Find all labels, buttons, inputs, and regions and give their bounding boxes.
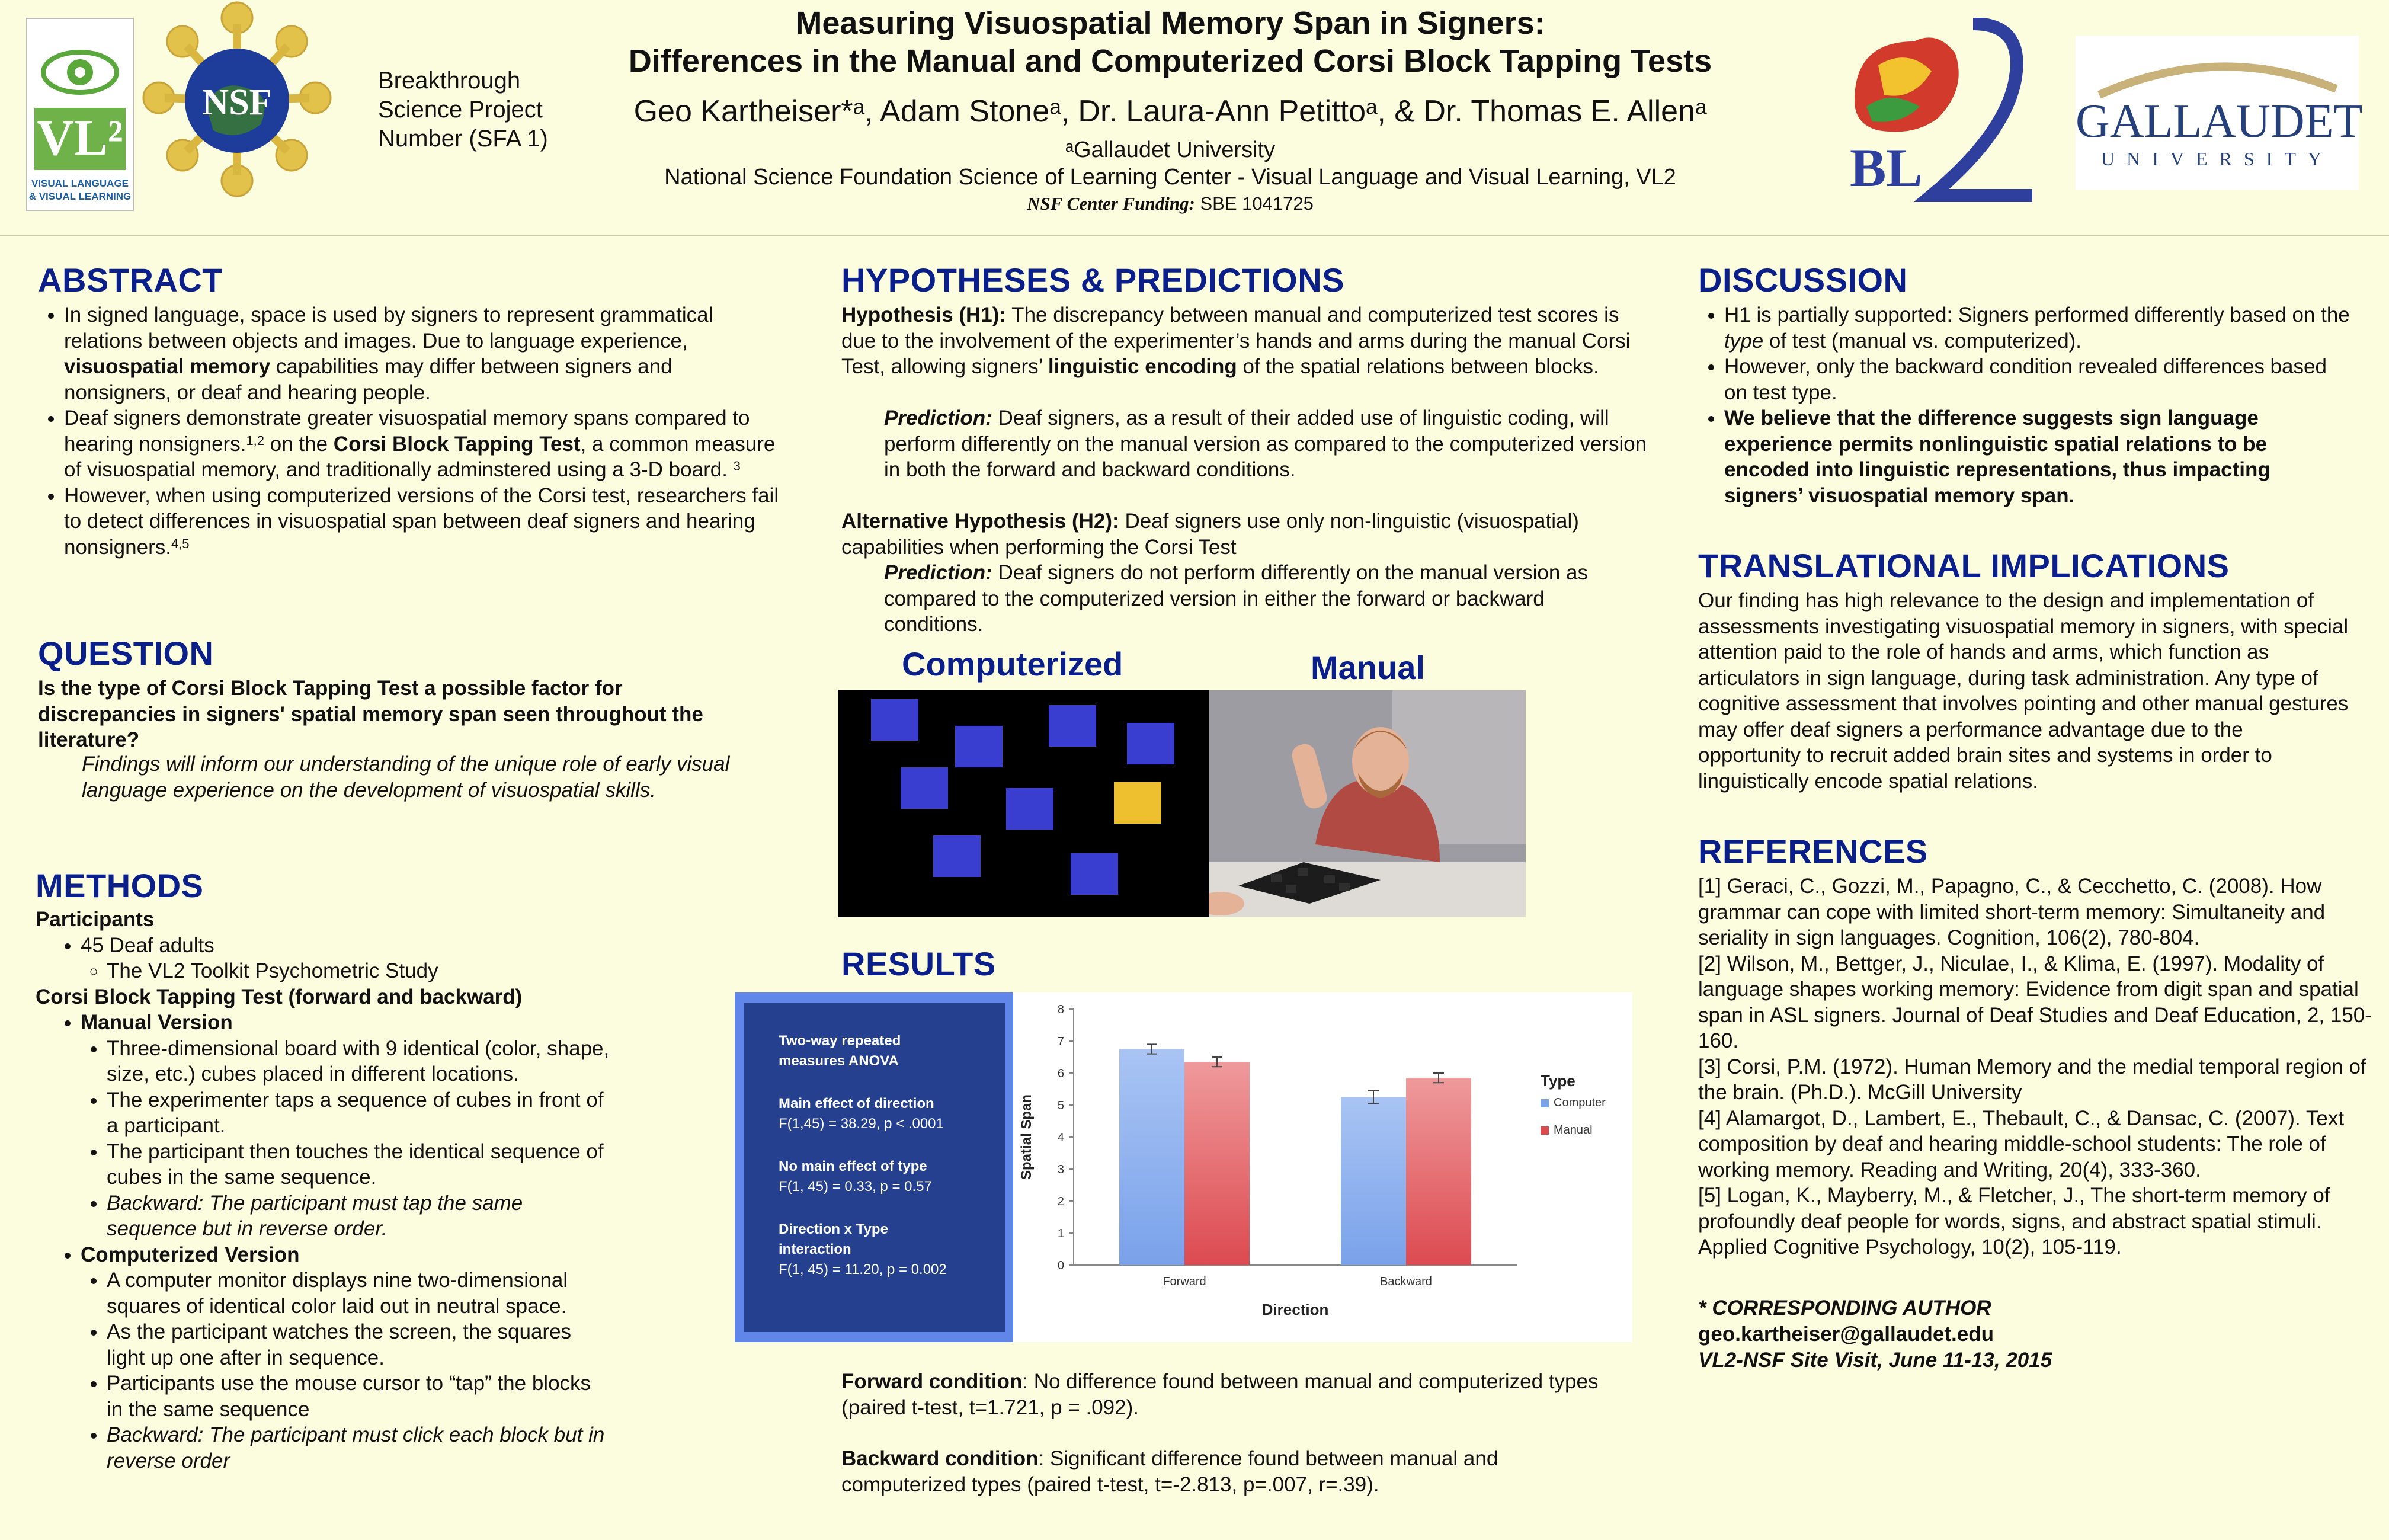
x-tick-label: Forward [1163, 1275, 1206, 1288]
screen-square-highlighted [1114, 782, 1161, 824]
manual-item-1: • Three-dimensional board with 9 identical (color, shape, size, etc.) cubes placed in different locations. [107, 1036, 610, 1087]
affiliation: ᵃGallaudet University [1065, 137, 1276, 162]
screen-square [901, 767, 948, 809]
translational-text: Our finding has high relevance to the design and implementation of assessments investigating visuospatial memory in signers, with special attention paid to the role of hands and arms, which function as articulators in sign language, during task administration. Any type of cognitive assessment that involves pointing and other manual gestures may offer deaf signers a performance advantage due to the opportunity to recruit added brain sites and systems in order to linguistically encode spatial relations. [1698, 589, 2349, 793]
gallaudet-logo [2076, 36, 2363, 190]
reference-1: [1] Geraci, C., Gozzi, M., Papagno, C., & Cecchetto, C. (2008). How grammar can cope with limited short-term memory: Simultaneity and seriality in sign languages. Cognition, 106(2), 780-804. [1698, 875, 2326, 949]
screen-square [1006, 788, 1053, 830]
manual-item-4: • Backward: The participant must tap the same sequence but in reverse order. [107, 1190, 610, 1242]
y-tick-label: 6 [1057, 1067, 1064, 1080]
bl2-wordmark: BL [1850, 137, 1923, 198]
poster-title-line-1: Measuring Visuospatial Memory Span in Signers: [795, 5, 1545, 41]
anova-direction-stat: F(1,45) = 38.29, p < .0001 [779, 1116, 944, 1132]
vl2-caption-2: & VISUAL LEARNING [28, 191, 132, 202]
y-tick-label: 3 [1057, 1163, 1064, 1176]
abstract-bullet-3: • However, when using computerized versions of the Corsi test, researchers fail to detect differences in visuospatial span between deaf signers and hearing nonsigners.$^{4,5}$ [64, 483, 784, 561]
bl2-logo [1843, 18, 2044, 207]
abstract-bullet-2: • Deaf signers demonstrate greater visuospatial memory spans compared to hearing nonsigners.$^{1,2}$ on the Corsi Block Tapping Test, a common measure of visuospatial memory, and traditionally adminstered using a 3-D board. $^3$ [64, 405, 784, 483]
nsf-wordmark: NSF [202, 82, 272, 123]
methods-heading: METHODS [36, 867, 204, 904]
y-axis-title: Spatial Span [1019, 1094, 1035, 1180]
discussion-bullet-3: • We believe that the difference suggests sign language experience permits nonlinguistic spatial relations to be encoded into linguistic representations, thus impacting signers’ visuospatial memory span. [1724, 405, 2350, 508]
discussion-body [1698, 302, 2350, 508]
breakthrough-line-2: Science Project [378, 97, 543, 123]
legend-swatch-computer [1541, 1099, 1549, 1107]
corresponding-email[interactable]: geo.kartheiser@gallaudet.edu [1698, 1323, 1994, 1346]
screen-square [871, 699, 918, 741]
reference-5: [5] Logan, K., Mayberry, M., & Fletcher, J., The short-term memory of profoundly deaf people for words, signs, and abstract spatial stimuli. Applied Cognitive Psychology, 10(2), 105-119. [1698, 1184, 2330, 1259]
bar-computer-forward [1119, 1049, 1184, 1266]
references-list [1698, 873, 2380, 1260]
abstract-bullet-1: • In signed language, space is used by signers to represent grammatical relations between objects and images. Due to language experience, visuospatial memory capabilities may differ between signers and nonsigners, or deaf and hearing people. [64, 302, 784, 405]
backward-result: Backward condition: Significant difference found between manual and computerized types (paired t-test, t=-2.813, p=.007, r=.39). [841, 1447, 1498, 1496]
anova-interaction-stat: F(1, 45) = 11.20, p = 0.002 [779, 1262, 947, 1278]
vl2-logo [26, 18, 134, 211]
funding-value: SBE 1041725 [1194, 193, 1314, 214]
computer-item-4: • Backward: The participant must click each block but in reverse order [107, 1422, 610, 1474]
breakthrough-project [378, 66, 548, 153]
manual-item-3: • The participant then touches the identical sequence of cubes in the same sequence. [107, 1139, 610, 1190]
manual-label: Manual [1311, 649, 1425, 686]
y-tick-label: 1 [1057, 1227, 1064, 1240]
center-name: National Science Foundation Science of Learning Center - Visual Language and Visual Learning, VL2 [664, 165, 1676, 190]
abstract-heading: ABSTRACT [38, 261, 223, 299]
gallaudet-name: GALLAUDET [2076, 95, 2363, 148]
anova-type-stat: F(1, 45) = 0.33, p = 0.57 [779, 1179, 932, 1195]
funding [533, 193, 1807, 214]
computer-item-3: • Participants use the mouse cursor to “tap” the blocks in the same sequence [107, 1371, 610, 1422]
y-tick-label: 4 [1057, 1131, 1064, 1144]
funding-label: NSF Center Funding: [1027, 193, 1195, 214]
y-tick-label: 5 [1057, 1099, 1064, 1112]
manual-item-2: • The experimenter taps a sequence of cubes in front of a participant. [107, 1087, 610, 1139]
corresponding-author-label: * CORRESPONDING AUTHOR [1698, 1296, 1991, 1320]
poster-title-line-2: Differences in the Manual and Computerized Corsi Block Tapping Tests [628, 43, 1712, 79]
manual-version-label: • Manual Version [81, 1010, 610, 1036]
references-heading: REFERENCES [1698, 833, 1928, 870]
anova-summary [744, 1003, 1005, 1332]
screen-square [1127, 723, 1174, 764]
discussion-bullet-1: • H1 is partially supported: Signers performed differently based on the type of test (manual vs. computerized). [1724, 302, 2350, 354]
y-tick-label: 2 [1057, 1195, 1064, 1208]
hypothesis-1: Hypothesis (H1): The discrepancy between manual and computerized test scores is due to the involvement of the experimenter’s hands and arms during the manual Corsi Test, allowing signers’ linguistic encoding of the spatial relations between blocks. [841, 303, 1631, 378]
abstract-body [38, 302, 784, 560]
translational-heading: TRANSLATIONAL IMPLICATIONS [1698, 547, 2230, 584]
vl2-caption-1: VISUAL LANGUAGE [31, 178, 129, 189]
legend-title: Type [1541, 1072, 1575, 1090]
bar-chart-svg [1013, 992, 1632, 1342]
prediction-2: Prediction: Deaf signers do not perform differently on the manual version as compared to the computerized version in either the forward or backward conditions. [884, 561, 1588, 636]
reference-4: [4] Alamargot, D., Lambert, E., Thebault, C., & Dansac, C. (2007). Text composition by deaf and hearing middle-school students: The role of working memory. Reading and Writing, 20(4), 333-360. [1698, 1106, 2345, 1182]
breakthrough-line-3: Number (SFA 1) [378, 126, 548, 152]
computerized-label: Computerized [902, 645, 1123, 683]
screen-square [933, 835, 981, 877]
computer-item-2: • As the participant watches the screen, the squares light up one after in sequence. [107, 1319, 610, 1371]
breakthrough-line-1: Breakthrough [378, 68, 521, 94]
computerized-screen-image [838, 690, 1209, 917]
computerized-version-label: • Computerized Version [81, 1242, 610, 1268]
forward-result: Forward condition: No difference found between manual and computerized types (paired t-test, t=1.721, p = .092). [841, 1370, 1599, 1419]
results-chart [1013, 992, 1632, 1342]
prediction-1: Prediction: Deaf signers, as a result of their added use of linguistic coding, will perform differently on the manual version as compared to the computerized version in both the forward and backward conditions. [884, 406, 1647, 481]
question-text: Is the type of Corsi Block Tapping Test a possible factor for discrepancies in signers' spatial memory span seen throughout the literature? [38, 677, 703, 751]
site-visit: VL2-NSF Site Visit, June 11-13, 2015 [1698, 1349, 2052, 1372]
manual-test-photo [1209, 690, 1526, 917]
bar-manual-backward [1406, 1078, 1471, 1265]
screen-square [1049, 705, 1096, 747]
reference-2: [2] Wilson, M., Bettger, J., Niculae, I., & Klima, E. (1997). Modality of language shapes working memory: Evidence from digit span and spatial span in ASL signers. Journal of Deaf Studies and Deaf Education, 2, 150-160. [1698, 952, 2372, 1052]
authors: Geo Kartheiser*ᵃ, Adam Stoneᵃ, Dr. Laura-Ann Petittoᵃ, & Dr. Thomas E. Allenᵃ [633, 94, 1707, 129]
legend-label-computer: Computer [1554, 1096, 1606, 1109]
y-tick-label: 0 [1057, 1259, 1064, 1272]
gallaudet-sub: UNIVERSITY [2101, 148, 2333, 169]
question-heading: QUESTION [38, 635, 214, 672]
anova-direction-label: Main effect of direction [779, 1096, 934, 1112]
question-findings: Findings will inform our understanding of the unique role of early visual language experience on the development of visuospatial skills. [82, 753, 730, 802]
manual-scene [1209, 690, 1526, 917]
header-divider [0, 235, 2389, 236]
x-tick-label: Backward [1380, 1275, 1432, 1288]
participants-item: • 45 Deaf adults ◦ The VL2 Toolkit Psychometric Study [81, 933, 610, 984]
anova-interaction-label: Direction x Type interaction [779, 1221, 888, 1257]
x-axis-title: Direction [1261, 1301, 1329, 1318]
results-heading: RESULTS [841, 945, 996, 982]
anova-title: Two-way repeated measures ANOVA [779, 1033, 901, 1069]
participants-subitem: ◦ The VL2 Toolkit Psychometric Study [107, 958, 610, 984]
reference-3: [3] Corsi, P.M. (1972). Human Memory and the medial temporal region of the brain. (Ph.D.). McGill University [1698, 1055, 2366, 1104]
participants-label: Participants [36, 908, 155, 931]
screen-square [1071, 853, 1118, 895]
methods-body [36, 907, 610, 1474]
hypothesis-2: Alternative Hypothesis (H2): Deaf signers use only non-linguistic (visuospatial) capabilities when performing the Corsi Test [841, 510, 1579, 559]
legend-swatch-manual [1541, 1126, 1549, 1135]
screen-square [955, 726, 1003, 767]
bar-computer-backward [1341, 1097, 1406, 1266]
vl2-wordmark: VL² [37, 109, 123, 166]
discussion-bullet-2: • However, only the backward condition revealed differences based on test type. [1724, 354, 2350, 405]
y-tick-label: 7 [1057, 1035, 1064, 1048]
nsf-logo [136, 0, 338, 213]
discussion-heading: DISCUSSION [1698, 261, 1908, 299]
bar-manual-forward [1184, 1062, 1250, 1265]
anova-type-label: No main effect of type [779, 1158, 927, 1174]
corsi-label: Corsi Block Tapping Test (forward and backward) [36, 985, 523, 1008]
computer-item-1: • A computer monitor displays nine two-dimensional squares of identical color laid out in neutral space. [107, 1267, 610, 1319]
legend-label-manual: Manual [1554, 1123, 1593, 1136]
y-tick-label: 8 [1057, 1003, 1064, 1016]
hypotheses-heading: HYPOTHESES & PREDICTIONS [841, 261, 1345, 299]
